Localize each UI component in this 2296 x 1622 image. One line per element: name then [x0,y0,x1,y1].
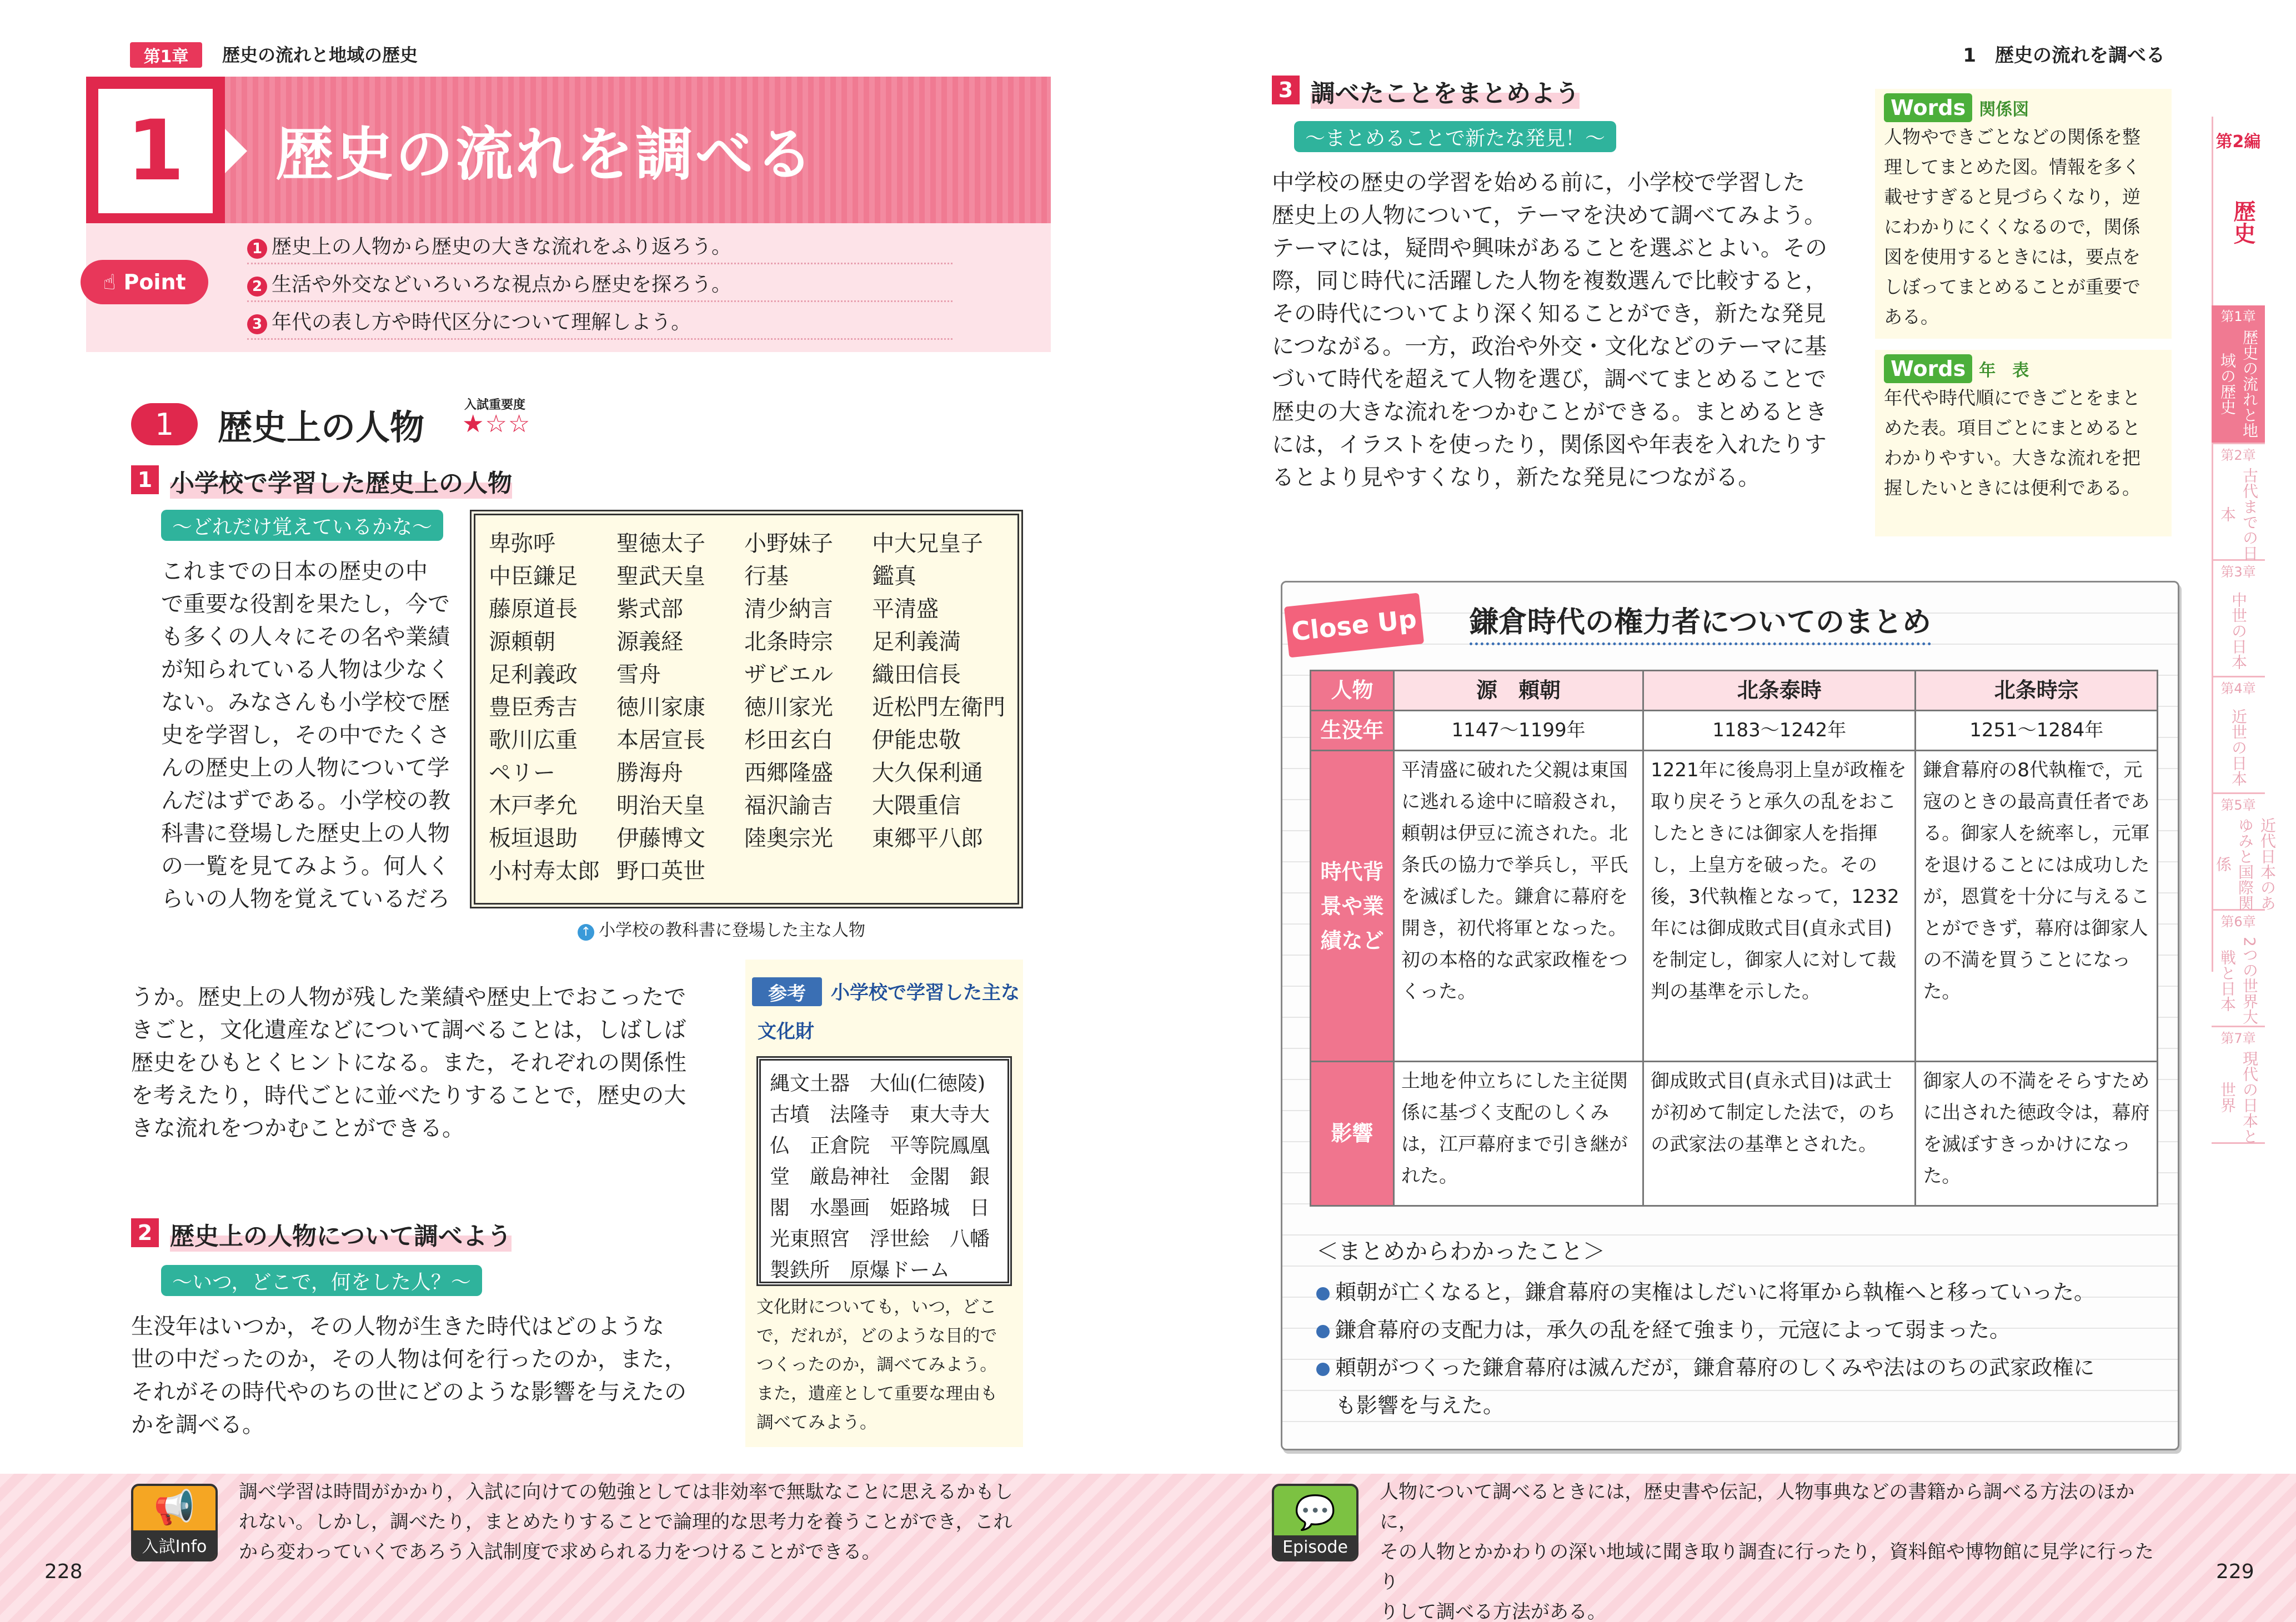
text-line: その時代についてより深く知ることができ，新たな発見 [1272,301,1826,327]
sub-title: 小学校で学習した歴史上の人物 [170,463,512,499]
text-line: 史を学習し，その中でたくさ [161,722,450,748]
person-name: 小野妹子 [744,531,833,556]
text-line: しぼってまとめることが重要で [1884,276,2140,298]
text-line: ない。みなさんも小学校で歴 [161,690,450,715]
person-name: 陸奥宗光 [744,826,833,851]
info-text [239,1477,1027,1567]
text-line: ある。 [1884,306,1939,328]
text-line: から変わっていくであろう入試制度で求められる力をつけることができる。 [239,1541,881,1563]
person-name: 東郷平八郎 [872,826,983,851]
person-name: 近松門左衛門 [872,695,1005,720]
importance-label: 入試重要度 [464,398,526,412]
page-title: 歴史の流れを調べる [275,120,816,188]
person-name: 聖武天皇 [616,564,705,589]
running-head: 1 歴史の流れを調べる [1963,44,2165,67]
text-line: が知られている人物は少なく [161,657,450,682]
megaphone-icon: 📢 [153,1488,195,1527]
person-name: 木戸孝允 [489,793,578,818]
cultural-asset-line: 閣 水墨画 姫路城 日 [770,1197,990,1219]
text-line: るとより見やすくなり，新たな発見につながる。 [1272,465,1761,490]
person-name: 行基 [744,564,789,589]
table-header: 人物 [1311,671,1394,711]
chat-icon: 💬 [1294,1493,1336,1532]
chapter-name: 歴史の流れと地域の歴史 [2218,329,2259,438]
text-line: づいて時代を超えて人物を選び，調べてまとめることで [1272,366,1827,392]
text-line: 理してまとめた図。情報を多く [1884,156,2140,178]
reference-title: 小学校で学習した主な [831,982,1020,1004]
text-line: も多くの人々にその名や業績 [161,624,450,650]
chapter-name: 近世の日本 [2229,709,2248,786]
chapter-number: 第4章 [2220,681,2256,696]
text-line: らいの人物を覚えているだろ [161,886,450,912]
chapter-name: 2つの世界大戦と日本 [2218,937,2259,1025]
point-item: 3 年代の表し方や時代区分について理解しよう。 [247,307,953,340]
chapter-tab[interactable] [2212,911,2265,1027]
chapter-name: 歴史の流れと地域の歴史 [222,44,418,66]
person-name: 本居宣長 [616,727,705,753]
cultural-asset-line: 堂 厳島神社 金閣 銀 [770,1166,990,1188]
person-name: 足利義満 [872,629,961,655]
chapter-name: 古代までの日本 [2218,468,2259,561]
text-line: わかりやすい。大きな流れを把 [1884,447,2140,469]
part-name: 歴史 [2230,200,2255,244]
bullet-icon [1316,1363,1330,1376]
figure-caption: ↑ 小学校の教科書に登場した主な人物 [578,916,865,941]
words-term: 関係図 [1979,100,2029,119]
chapter-number: 第7章 [2220,1031,2256,1046]
table-header: 源 頼朝 [1394,671,1643,711]
chapter-tab[interactable] [2212,677,2265,794]
chapter-number: 第3章 [2220,564,2256,580]
table-cell: 平清盛に破れた父親は東国に逃れる途中に暗殺され，頼朝は伊豆に流された。北条氏の協力で挙兵し，平氏を滅ぼした。鎌倉に幕府を開き，初代将軍となった。初の本格的な武家政権をつくった。 [1394,751,1643,1062]
text-line: 際，同じ時代に活躍した人物を複数選んで比較すると， [1272,268,1827,294]
conclusion-item: 頼朝が亡くなると，鎌倉幕府の実権はしだいに将軍から執権へと移っていった。 [1316,1275,2172,1305]
sub-number: 2 [131,1218,159,1247]
body-text [161,555,461,916]
sub-number: 3 [1272,76,1300,104]
text-line: んの歴史上の人物について学 [161,755,450,781]
bullet-icon [1316,1287,1330,1300]
text-line: 歴史上の人物について，テーマを決めて調べてみよう。 [1272,203,1827,228]
words-box [1875,89,2172,339]
text-line: 科書に登場した歴史上の人物 [161,821,450,846]
text-line: また，遺産として重要な理由も [756,1384,997,1404]
person-name: ザビエル [744,662,833,687]
conclusion-item: 鎌倉幕府の支配力は，承久の乱を経て強まり，元寇によって弱まった。 [1316,1313,2172,1343]
info-icon: 📢 入試Info [131,1484,218,1561]
conclusion-item: 頼朝がつくった鎌倉幕府は滅んだが，鎌倉幕府のしくみや法はのちの武家政権に [1316,1350,2172,1381]
person-name: 板垣退助 [489,826,578,851]
text-line: んだはずである。小学校の教 [161,788,451,813]
person-name: 杉田玄白 [744,727,833,753]
chapter-tab[interactable] [2212,561,2265,677]
chapter-tab[interactable] [2212,305,2265,444]
row-label: 時代背景や業績など [1311,751,1394,1062]
person-name: ペリー [489,760,555,786]
text-line: 文化財についても，いつ，どこ [756,1297,997,1317]
words-badge: Words [1884,93,1972,122]
person-name: 足利義政 [489,662,578,687]
text-line: の一覧を見てみよう。何人く [161,853,450,879]
chapter-tag: 第1章 [130,42,202,68]
table-cell: 1251～1284年 [1916,711,2158,751]
cultural-asset-line: 光東照宮 浮世絵 八幡 [770,1228,990,1251]
chapter-name: 現代の日本と世界 [2218,1051,2259,1144]
tagline: ～どれだけ覚えているかな～ [161,510,443,541]
text-line: きな流れをつかむことができる。 [131,1116,464,1141]
text-line: テーマには，疑問や興味があることを選ぶとよい。その [1272,235,1827,261]
body-text [1272,167,1861,494]
text-line: つくったのか，調べてみよう。 [756,1355,997,1375]
text-line: 握したいときには便利である。 [1884,477,2140,499]
chapter-tab[interactable] [2212,444,2265,561]
text-line: で重要な役割を果たし，今で [161,591,450,617]
person-name: 源頼朝 [489,629,555,655]
cultural-asset-line: 古墳 法隆寺 東大寺大 [770,1103,990,1126]
point-item: 2 生活や外交などいろいろな視点から歴史を探ろう。 [247,269,953,302]
person-name: 北条時宗 [744,629,833,655]
person-name: 雪舟 [616,662,661,687]
chapter-name: 中世の日本 [2229,592,2248,670]
person-name: 清少納言 [744,596,833,622]
words-text [1884,122,2163,332]
person-name: 徳川家康 [616,695,705,720]
table-cell: 1221年に後鳥羽上皇が政権を取り戻そうと承久の乱をおこしたときには御家人を指揮し，上皇方を破った。その後，3代執権となって，1232年には御成敗式目(貞永式目)を制定し，御家人に対して裁判の基準を示した。 [1643,751,1916,1062]
body-text [131,1310,736,1442]
text-line: これまでの日本の歴史の中 [161,559,428,584]
text-line: には，イラストを使ったり，関係図や年表を入れたりす [1272,432,1827,458]
page-number-left: 228 [44,1560,83,1583]
text-line: めた表。項目ごとにまとめると [1884,417,2140,439]
person-name: 聖徳太子 [616,531,705,556]
sub-title: 調べたことをまとめよう [1311,73,1580,109]
closeup-table [1310,670,2158,1207]
text-line: れない。しかし，調べたり，まとめたりすることで論理的な思考力を養うことができ，これ [239,1511,1012,1533]
closeup-title: 鎌倉時代の権力者についてのまとめ [1470,599,1931,645]
body-text [131,981,736,1145]
words-term: 年 表 [1979,361,2029,380]
text-line: につながる。一方，政治や外交・文化などのテーマに基 [1272,334,1827,359]
number-3-icon: 3 [247,314,267,334]
persons-table [470,510,1023,908]
hand-icon: ☝ [103,270,116,294]
cultural-asset-line: 仏 正倉院 平等院鳳凰 [770,1134,990,1157]
text-line: うか。歴史上の人物が残した業績や歴史上でおこったで [131,985,686,1010]
chapter-number: 第2章 [2220,448,2256,463]
table-header: 北条時宗 [1916,671,2158,711]
person-name: 徳川家光 [744,695,833,720]
reference-title: 文化財 [758,1021,814,1043]
part-number: 第2編 [2215,132,2261,152]
tagline: ～まとめることで新たな発見！～ [1294,121,1616,152]
point-badge: ☝ Point [81,260,208,304]
episode-text [1380,1477,2168,1622]
reference-badge: 参考 [752,977,822,1006]
reference-text [756,1293,1017,1437]
arrow-icon [225,129,247,173]
text-line: それがその時代やのちの世にどのような影響を与えたの [131,1379,686,1405]
importance-stars: ★☆☆ [462,410,532,438]
person-name: 福沢諭吉 [744,793,833,818]
text-line: を考えたり，時代ごとに並べたりすることで，歴史の大 [131,1083,686,1108]
text-line: 載せすぎると見づらくなり，逆 [1884,186,2140,208]
person-name: 野口英世 [616,858,705,884]
text-line: りして調べる方法がある。 [1380,1601,1606,1622]
person-name: 鑑真 [872,564,916,589]
section-title: 歴史上の人物 [218,407,425,448]
row-label: 生没年 [1311,711,1394,751]
text-line: 中学校の歴史の学習を始める前に，小学校で学習した [1272,170,1805,195]
section-number: 1 [131,403,198,445]
text-line: きごと，文化遺産などについて調べることは，しばしば [131,1017,686,1043]
person-name [872,855,1011,888]
text-line: 調べ学習は時間がかかり，入試に向けての勉強としては非効率で無駄なことに思えるかもし [239,1481,1013,1503]
chapter-number: 第6章 [2220,914,2256,930]
table-cell: 御家人の不満をそらすために出された徳政令は，幕府を滅ぼすきっかけになった。 [1916,1062,2158,1206]
chapter-number: 第1章 [2220,309,2256,324]
conclusion-item: も影響を与えた。 [1335,1393,1505,1418]
person-name: 伊能忠敬 [872,727,961,753]
text-line: その人物とかかわりの深い地域に聞き取り調査に行ったり，資料館や博物館に見学に行ったり [1380,1541,2154,1593]
words-box [1875,350,2172,536]
text-line: 調べてみよう。 [756,1413,877,1433]
person-name: 歌川広重 [489,727,578,753]
number-2-icon: 2 [247,277,267,297]
table-cell: 土地を仲立ちにした主従関係に基づく支配のしくみは，江戸幕府まで引き継がれた。 [1394,1062,1643,1206]
cultural-asset-line: 縄文土器 大仙(仁徳陵) [770,1072,986,1095]
person-name: 大隈重信 [872,793,961,818]
person-name: 伊藤博文 [616,826,705,851]
person-name: 大久保利通 [872,760,983,786]
person-name: 中臣鎌足 [489,564,578,589]
person-name: 勝海舟 [616,760,683,786]
person-name [744,855,872,888]
episode-icon: 💬 Episode [1272,1484,1358,1561]
chapter-number: 第5章 [2220,797,2256,813]
person-name: 源義経 [616,629,683,655]
person-name: 紫式部 [616,596,683,622]
row-label: 影響 [1311,1062,1394,1206]
closeup-badge: Close Up [1284,592,1424,657]
table-cell: 1183～1242年 [1643,711,1916,751]
person-name: 豊臣秀吉 [489,695,578,720]
point-item: 1 歴史上の人物から歴史の大きな流れをふり返ろう。 [247,231,953,264]
sub-title: 歴史上の人物について調べよう [170,1216,512,1252]
lesson-number: 1 [86,77,225,225]
table-cell: 御成敗式目(貞永式目)は武士が初めて制定した法で，のちの武家法の基準とされた。 [1643,1062,1916,1206]
person-name: 平清盛 [872,596,939,622]
conclusion-heading: ＜まとめからわかったこと＞ [1316,1239,1605,1264]
text-line: 世の中だったのか，その人物は何を行ったのか，また， [131,1347,686,1372]
cultural-assets-list [756,1056,1012,1286]
text-line: 生没年はいつか，その人物が生きた時代はどのような [131,1314,664,1339]
table-cell: 1147～1199年 [1394,711,1643,751]
person-name: 卑弥呼 [489,531,555,556]
words-badge: Words [1884,354,1972,383]
text-line: かを調べる。 [131,1412,264,1438]
text-line: 人物やできごとなどの関係を整 [1884,126,2140,148]
person-name: 織田信長 [872,662,961,687]
text-line: にわかりにくくなるので，関係 [1884,216,2140,238]
text-line: 歴史をひもとくヒントになる。また，それぞれの関係性 [131,1050,686,1076]
number-1-icon: 1 [247,239,267,259]
text-line: で，だれが，どのような目的で [756,1326,997,1346]
person-name: 藤原道長 [489,596,578,622]
chapter-tab[interactable] [2212,1027,2265,1144]
cultural-asset-line: 製鉄所 原爆ドーム [770,1259,950,1282]
text-line: 図を使用するときには，要点を [1884,246,2140,268]
text-line: 人物について調べるときには，歴史書や伝記，人物事典などの書籍から調べる方法のほかに， [1380,1481,2135,1533]
arrow-up-icon: ↑ [578,924,594,941]
tagline: ～いつ，どこで，何をした人？～ [161,1265,482,1296]
table-cell: 鎌倉幕府の8代執権で，元寇のときの最高責任者である。御家人を統率し，元軍を退けることには成功したが，恩賞を十分に与えることができず，幕府は御家人の不満を買うことになった。 [1916,751,2158,1062]
person-name: 明治天皇 [616,793,705,818]
page-number-right: 229 [2216,1560,2254,1583]
text-line: 歴史の大きな流れをつかむことができる。まとめるとき [1272,399,1827,425]
person-name: 中大兄皇子 [872,531,983,556]
sub-number: 1 [131,465,159,494]
person-name: 西郷隆盛 [744,760,833,786]
chapter-tab[interactable] [2212,794,2277,911]
words-text [1884,383,2163,503]
chapter-name: 近代日本のあゆみと国際関係 [2214,817,2277,911]
person-name: 小村寿太郎 [489,858,600,884]
chapter-list [2212,305,2277,1144]
bullet-icon [1316,1325,1330,1338]
text-line: 年代や時代順にできごとをまと [1884,387,2140,409]
table-header: 北条泰時 [1643,671,1916,711]
